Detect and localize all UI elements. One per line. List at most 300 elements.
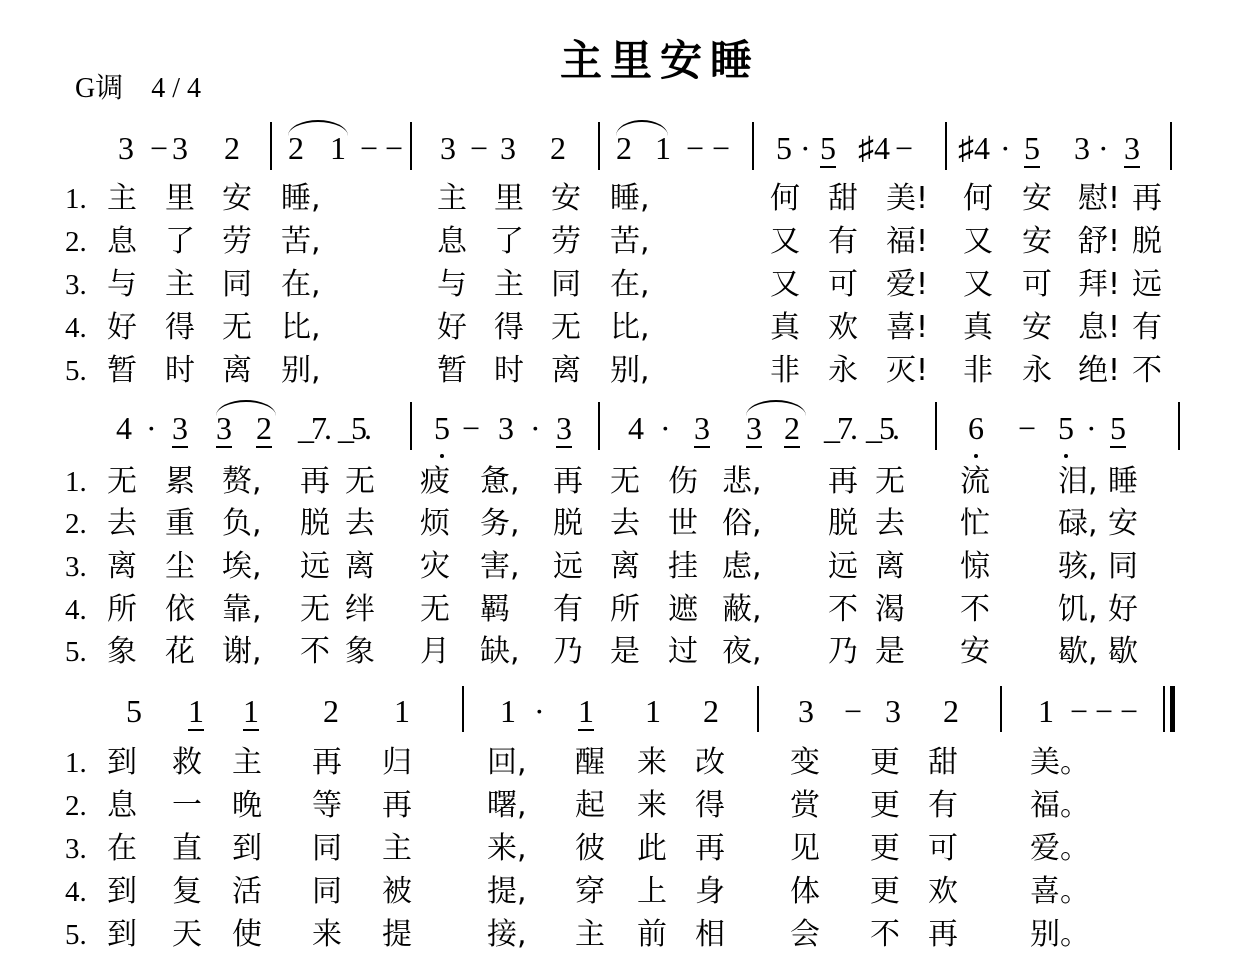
lyric-word: 忙 xyxy=(960,506,990,541)
lyric-word: 被 xyxy=(382,874,412,909)
note: _7. xyxy=(824,410,855,446)
lyric-word: 别, xyxy=(281,353,321,388)
lyric-word: 提 xyxy=(382,917,412,952)
note-text: 1 xyxy=(578,693,594,729)
lyric-word: 更 xyxy=(870,874,900,909)
lyric-word: 此 xyxy=(637,831,667,866)
note xyxy=(703,693,719,729)
lyric-word: 谢, xyxy=(222,634,262,669)
lyric-word: 离 xyxy=(107,549,137,584)
lyric-word: 暂 xyxy=(107,353,137,388)
lyric-word: 去 xyxy=(345,506,375,541)
dot xyxy=(530,410,541,446)
lyric-word: 来 xyxy=(637,745,667,780)
note-text: 5 xyxy=(434,410,450,446)
note: _5. xyxy=(338,410,369,446)
lyric-word: 时 xyxy=(165,353,195,388)
note xyxy=(1124,130,1140,168)
lyric-word: 等 xyxy=(312,788,342,823)
lyric-word: 缺, xyxy=(480,634,520,669)
dash xyxy=(1095,693,1113,729)
lyric-word: 同 xyxy=(312,874,342,909)
lyric-word: 又 xyxy=(770,267,800,302)
lyric-word: 曙, xyxy=(487,788,527,823)
lyric-word: 得 xyxy=(165,310,195,345)
lyric-word: 慰! xyxy=(1078,181,1121,216)
lyric-word: 赘, xyxy=(222,464,262,499)
lyric-word: 象 xyxy=(345,634,375,669)
lyric-word: 尘 xyxy=(165,549,195,584)
key-and-time-signature: G调 4 / 4 xyxy=(75,73,202,104)
lyric-word: 同 xyxy=(222,267,252,302)
note-text: 3 xyxy=(500,130,516,166)
lyric-word: 再 xyxy=(553,464,583,499)
slur-arc xyxy=(616,120,668,136)
lyric-word: 拜! xyxy=(1078,267,1121,302)
lyric-word: 累 xyxy=(165,464,195,499)
lyric-word: 主 xyxy=(232,745,262,780)
lyric-word: 接, xyxy=(487,917,527,952)
lyric-word: 在, xyxy=(281,267,321,302)
lyric-word: 回, xyxy=(487,745,527,780)
lyric-word: 再 xyxy=(828,464,858,499)
note xyxy=(968,410,984,446)
lyric-word: 息 xyxy=(107,788,137,823)
note xyxy=(958,130,990,166)
note-text: · xyxy=(1098,130,1109,166)
note-text: − xyxy=(462,410,481,446)
dot xyxy=(534,693,545,729)
lyric-word: 安 xyxy=(1022,224,1052,259)
note-text: ♯4 xyxy=(958,130,990,166)
lyric-word: 真 xyxy=(770,310,800,345)
lyric-word: 身 xyxy=(695,874,725,909)
lyric-word: 伤 xyxy=(668,464,698,499)
lyric-word: 息! xyxy=(1078,310,1121,345)
dash xyxy=(895,130,913,166)
lyric-word: 离 xyxy=(875,549,905,584)
lyric-word: 穿 xyxy=(575,874,605,909)
lyric-word: 体 xyxy=(790,874,820,909)
note-text: 3 xyxy=(118,130,134,166)
note-text: 3 xyxy=(440,130,456,166)
lyric-word: 睡, xyxy=(610,181,650,216)
lyric-word: 安 xyxy=(551,181,581,216)
lyric-word: 睡, xyxy=(281,181,321,216)
dot xyxy=(1098,130,1109,166)
lyric-word: 前 xyxy=(637,917,667,952)
lyric-word: 埃, xyxy=(222,549,262,584)
lyric-word: 起 xyxy=(575,788,605,823)
note xyxy=(500,693,516,729)
note xyxy=(885,693,901,729)
lyric-word: 同 xyxy=(551,267,581,302)
lyric-word: 有 xyxy=(828,224,858,259)
note-text: 2 xyxy=(550,130,566,166)
lyric-word: 在 xyxy=(107,831,137,866)
lyric-word: 美。 xyxy=(1030,745,1090,780)
lyric-word: 好 xyxy=(107,310,137,345)
lyric-word: 赏 xyxy=(790,788,820,823)
note-text: · xyxy=(660,410,671,446)
lyric-word: 爱! xyxy=(886,267,929,302)
verse-number: 1. xyxy=(65,466,87,498)
note-text: 3 xyxy=(694,410,710,446)
lyric-word: 离 xyxy=(610,549,640,584)
lyric-word: 挂 xyxy=(668,549,698,584)
lyric-word: 骇, xyxy=(1058,549,1098,584)
lyric-word: 了 xyxy=(494,224,524,259)
lyric-word: 离 xyxy=(551,353,581,388)
lyric-word: 到 xyxy=(107,745,137,780)
note xyxy=(116,410,132,446)
note-text: 3 xyxy=(885,693,901,729)
lyric-word: 安 xyxy=(1022,310,1052,345)
lyric-word: 甜 xyxy=(828,181,858,216)
note: _5. xyxy=(866,410,897,446)
note xyxy=(394,693,410,729)
note-text: 5 xyxy=(1024,130,1040,166)
lyric-word: 何 xyxy=(770,181,800,216)
verse-number: 2. xyxy=(65,226,87,258)
note xyxy=(798,693,814,729)
note-text: 2 xyxy=(288,130,304,166)
lyric-word: 好 xyxy=(1108,592,1138,627)
dash xyxy=(360,130,378,166)
barline xyxy=(598,122,600,170)
lyric-word: 无 xyxy=(875,464,905,499)
lower-octave-dot xyxy=(974,454,978,458)
lyric-word: 劳 xyxy=(222,224,252,259)
lyric-word: 会 xyxy=(790,917,820,952)
lyric-word: 里 xyxy=(165,181,195,216)
note-text: 3 xyxy=(172,410,188,446)
lyric-word: 主 xyxy=(382,831,412,866)
lyric-word: 靠, xyxy=(222,592,262,627)
lyric-word: 羁 xyxy=(480,592,510,627)
note-text: 2 xyxy=(943,693,959,729)
note-text: 5 xyxy=(1110,410,1126,446)
barline xyxy=(462,686,464,732)
lyric-word: 来, xyxy=(487,831,527,866)
note-text: 4 xyxy=(116,410,132,446)
lyric-word: 何 xyxy=(963,181,993,216)
lyric-word: 流 xyxy=(960,464,990,499)
lyric-word: 来 xyxy=(312,917,342,952)
lyric-word: 安 xyxy=(1022,181,1052,216)
lyric-word: 醒 xyxy=(575,745,605,780)
lyric-word: 再 xyxy=(695,831,725,866)
lyric-word: 无 xyxy=(222,310,252,345)
note-text: 1 xyxy=(500,693,516,729)
lyric-word: 惫, xyxy=(480,464,520,499)
lyric-word: 爱。 xyxy=(1030,831,1090,866)
note xyxy=(550,130,566,166)
note-text: 4 xyxy=(628,410,644,446)
lyric-word: 无 xyxy=(420,592,450,627)
note-text: 3 xyxy=(498,410,514,446)
lyric-word: 烦 xyxy=(420,506,450,541)
lyric-word: 更 xyxy=(870,745,900,780)
note-text: − xyxy=(686,130,705,166)
lyric-word: 在, xyxy=(610,267,650,302)
lyric-word: 更 xyxy=(870,831,900,866)
lyric-word: 再 xyxy=(312,745,342,780)
lyric-word: 与 xyxy=(107,267,137,302)
lyric-word: 离 xyxy=(345,549,375,584)
lyric-word: 可 xyxy=(928,831,958,866)
lyric-word: 暂 xyxy=(437,353,467,388)
note-text: · xyxy=(530,410,541,446)
lyric-word: 不 xyxy=(828,592,858,627)
verse-number: 3. xyxy=(65,833,87,865)
lyric-word: 象 xyxy=(107,634,137,669)
lyric-word: 喜! xyxy=(886,310,929,345)
note-text: 3 xyxy=(172,130,188,166)
lyric-word: 同 xyxy=(312,831,342,866)
note xyxy=(434,410,450,446)
lyric-word: 灾 xyxy=(420,549,450,584)
lyric-word: 离 xyxy=(222,353,252,388)
note-text: 3 xyxy=(746,410,762,446)
lyric-word: 得 xyxy=(695,788,725,823)
note xyxy=(820,130,836,168)
lyric-word: 永 xyxy=(828,353,858,388)
lyric-word: 蔽, xyxy=(722,592,762,627)
note xyxy=(498,410,514,446)
lyric-word: 务, xyxy=(480,506,520,541)
lyric-word: 悲, xyxy=(722,464,762,499)
lyric-word: 不 xyxy=(960,592,990,627)
lyric-word: 远 xyxy=(828,549,858,584)
lyric-word: 再 xyxy=(1132,181,1162,216)
note-text: · xyxy=(800,130,811,166)
barline xyxy=(1170,686,1175,732)
lyric-word: 息 xyxy=(437,224,467,259)
dash xyxy=(470,130,488,166)
lyric-word: 直 xyxy=(172,831,202,866)
lyric-word: 世 xyxy=(668,506,698,541)
note-text: 3 xyxy=(1074,130,1090,166)
note-text: − xyxy=(1120,693,1139,729)
dash xyxy=(844,693,862,729)
lyric-word: 遮 xyxy=(668,592,698,627)
verse-number: 4. xyxy=(65,312,87,344)
lyric-word: 去 xyxy=(875,506,905,541)
lyric-word: 里 xyxy=(494,181,524,216)
lyric-word: 虑, xyxy=(722,549,762,584)
lyric-word: 到 xyxy=(107,874,137,909)
note-text: ♯4 xyxy=(858,130,890,166)
note xyxy=(224,130,240,166)
lyric-word: 变 xyxy=(790,745,820,780)
dash xyxy=(1120,693,1138,729)
note-text: − xyxy=(150,130,169,166)
lyric-word: 比, xyxy=(281,310,321,345)
note xyxy=(776,130,792,166)
note-text: · xyxy=(534,693,545,729)
verse-number: 5. xyxy=(65,636,87,668)
dot xyxy=(146,410,157,446)
lyric-word: 灭! xyxy=(886,353,929,388)
lyric-word: 疲 xyxy=(420,464,450,499)
dash xyxy=(712,130,730,166)
lyric-word: 再 xyxy=(300,464,330,499)
verse-number: 2. xyxy=(65,508,87,540)
note-text: 5 xyxy=(776,130,792,166)
note xyxy=(172,410,188,448)
note-text: − xyxy=(1070,693,1089,729)
lyric-word: 复 xyxy=(172,874,202,909)
lyric-word: 无 xyxy=(345,464,375,499)
verse-number: 5. xyxy=(65,919,87,951)
lyric-word: 不 xyxy=(300,634,330,669)
lyric-word: 过 xyxy=(668,634,698,669)
lyric-word: 主 xyxy=(575,917,605,952)
lyric-word: 甜 xyxy=(928,745,958,780)
verse-number: 4. xyxy=(65,876,87,908)
slur-arc xyxy=(288,120,348,136)
lyric-word: 非 xyxy=(770,353,800,388)
note xyxy=(858,130,890,166)
note xyxy=(1110,410,1126,448)
lyric-word: 脱 xyxy=(553,506,583,541)
lyric-word: 同 xyxy=(1108,549,1138,584)
lyric-word: 绊 xyxy=(345,592,375,627)
note-text: − xyxy=(844,693,863,729)
lyric-word: 活 xyxy=(232,874,262,909)
note xyxy=(500,130,516,166)
lyric-word: 所 xyxy=(610,592,640,627)
barline xyxy=(410,122,412,170)
lyric-word: 重 xyxy=(165,506,195,541)
lyric-word: 惊 xyxy=(960,549,990,584)
lyric-word: 晚 xyxy=(232,788,262,823)
lower-octave-dot xyxy=(440,454,444,458)
lyric-word: 无 xyxy=(610,464,640,499)
note-text: 3 xyxy=(556,410,572,446)
note xyxy=(645,693,661,729)
lyric-word: 又 xyxy=(963,267,993,302)
lyric-word: 去 xyxy=(107,506,137,541)
note-text: 1 xyxy=(1038,693,1054,729)
lyric-word: 主 xyxy=(494,267,524,302)
note-text: 1 xyxy=(645,693,661,729)
lyric-word: 泪, xyxy=(1058,464,1098,499)
lyric-word: 再 xyxy=(382,788,412,823)
barline-thin xyxy=(1163,686,1165,732)
barline xyxy=(598,402,600,450)
lyric-word: 福! xyxy=(886,224,929,259)
note-text: − xyxy=(1095,693,1114,729)
note xyxy=(1074,130,1090,166)
note-text: 3 xyxy=(1124,130,1140,166)
lyric-word: 彼 xyxy=(575,831,605,866)
note xyxy=(628,410,644,446)
lyric-word: 到 xyxy=(107,917,137,952)
note xyxy=(694,410,710,448)
barline xyxy=(1000,686,1002,732)
note xyxy=(556,410,572,448)
lyric-word: 远 xyxy=(553,549,583,584)
note-text: 3 xyxy=(216,410,232,446)
lyric-word: 渴 xyxy=(875,592,905,627)
note-text: − xyxy=(385,130,404,166)
dash xyxy=(385,130,403,166)
lyric-word: 永 xyxy=(1022,353,1052,388)
note-text: 1 xyxy=(394,693,410,729)
note-text: 5 xyxy=(1058,410,1074,446)
note-text: − xyxy=(712,130,731,166)
lyric-word: 月 xyxy=(420,634,450,669)
lyric-word: 安 xyxy=(222,181,252,216)
dot xyxy=(660,410,671,446)
lyric-word: 远 xyxy=(1132,267,1162,302)
lyric-word: 安 xyxy=(960,634,990,669)
lyric-word: 是 xyxy=(610,634,640,669)
lyric-word: 碌, xyxy=(1058,506,1098,541)
lyric-word: 有 xyxy=(1132,310,1162,345)
note-text: 1 xyxy=(188,693,204,729)
note xyxy=(578,693,594,731)
lyric-word: 乃 xyxy=(553,634,583,669)
lyric-word: 提, xyxy=(487,874,527,909)
note-text: 5 xyxy=(126,693,142,729)
lyric-word: 更 xyxy=(870,788,900,823)
note xyxy=(323,693,339,729)
barline xyxy=(270,122,272,170)
lyric-word: 来 xyxy=(637,788,667,823)
lyric-word: 脱 xyxy=(828,506,858,541)
note-text: · xyxy=(1000,130,1011,166)
lyric-word: 负, xyxy=(222,506,262,541)
dash xyxy=(1018,410,1036,446)
lyric-word: 脱 xyxy=(1132,224,1162,259)
lyric-word: 歇, xyxy=(1058,634,1098,669)
note xyxy=(243,693,259,731)
lyric-word: 主 xyxy=(107,181,137,216)
verse-number: 1. xyxy=(65,183,87,215)
song-title: 主里安睡 xyxy=(560,36,761,85)
lyric-word: 无 xyxy=(551,310,581,345)
lyric-word: 又 xyxy=(770,224,800,259)
lyric-word: 俗, xyxy=(722,506,762,541)
barline xyxy=(1178,402,1180,450)
note-text: 1 xyxy=(655,130,671,166)
lyric-word: 再 xyxy=(928,917,958,952)
lyric-word: 一 xyxy=(172,788,202,823)
verse-number: 3. xyxy=(65,551,87,583)
note-text: 1 xyxy=(243,693,259,729)
lyric-word: 比, xyxy=(610,310,650,345)
lyric-word: 美! xyxy=(886,181,929,216)
lyric-word: 害, xyxy=(480,549,520,584)
lyric-word: 救 xyxy=(172,745,202,780)
lyric-word: 息 xyxy=(107,224,137,259)
note: _7. xyxy=(298,410,329,446)
lyric-word: 睡 xyxy=(1108,464,1138,499)
lyric-word: 主 xyxy=(437,181,467,216)
lyric-word: 安 xyxy=(1108,506,1138,541)
lyric-word: 别, xyxy=(610,353,650,388)
note xyxy=(1024,130,1040,168)
note-text: 2 xyxy=(703,693,719,729)
lyric-word: 夜, xyxy=(722,634,762,669)
lyric-word: 有 xyxy=(928,788,958,823)
note xyxy=(126,693,142,729)
note-text: − xyxy=(895,130,914,166)
note-text: − xyxy=(360,130,379,166)
